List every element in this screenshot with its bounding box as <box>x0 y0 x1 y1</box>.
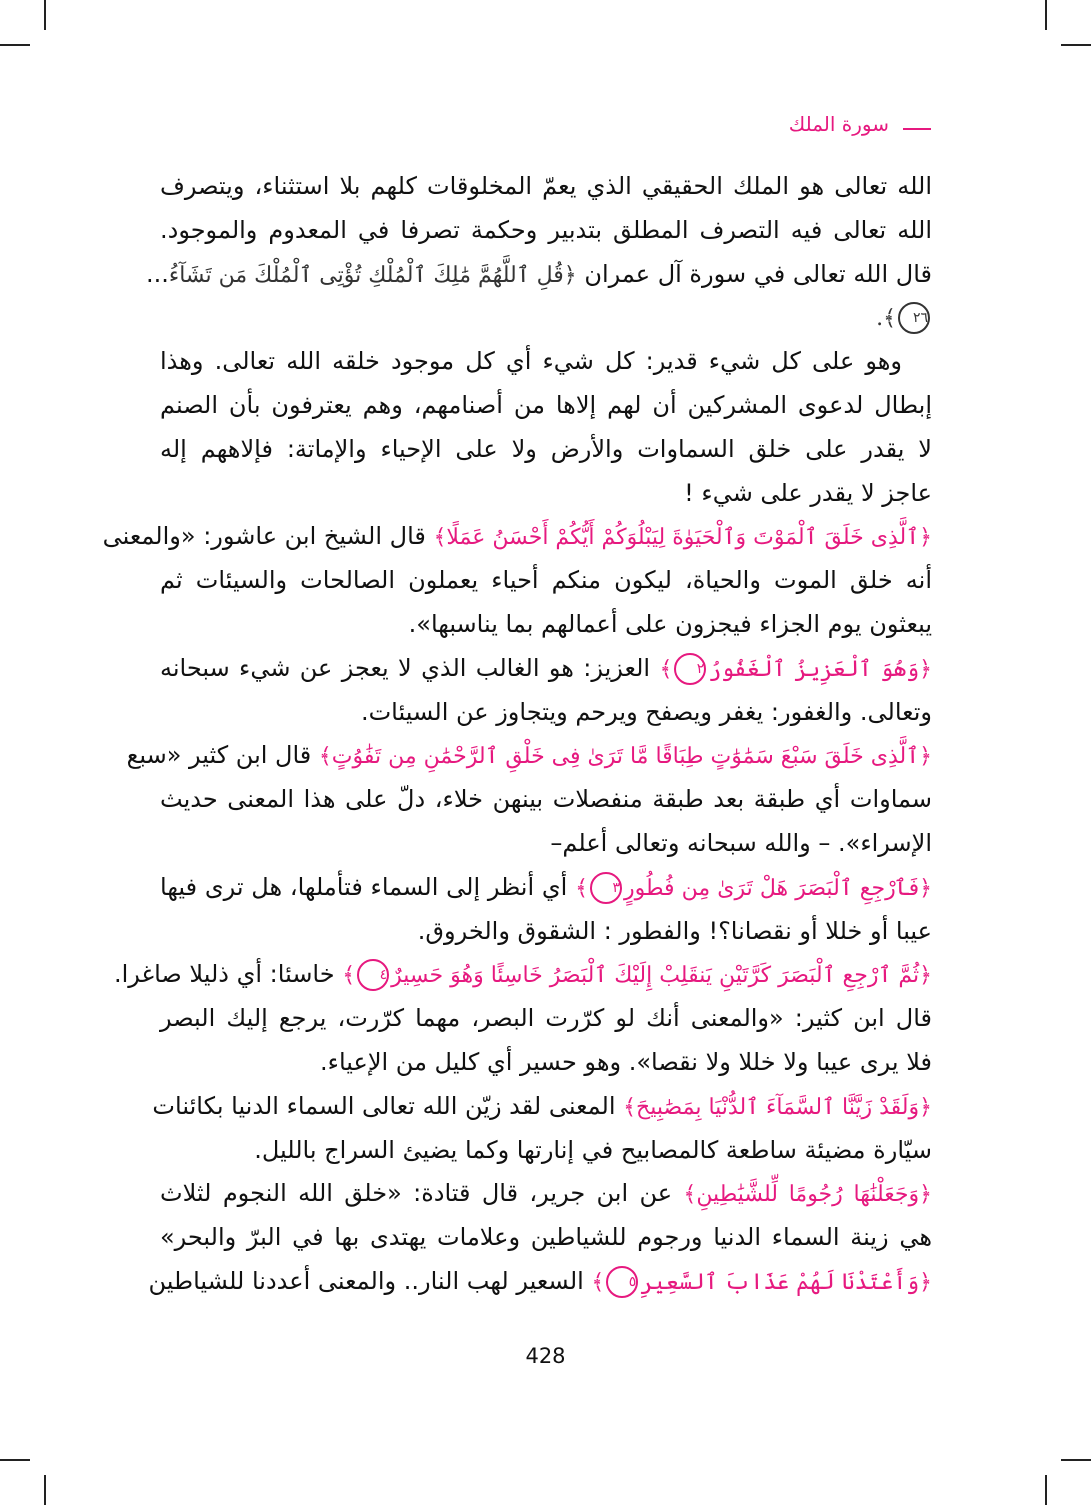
quran-verse: ﴿ٱلَّذِى خَلَقَ ٱلْمَوْتَ وَٱلْحَيَوٰةَ لِيَبْلُوَكُمْ أَيُّكُمْ أَحْسَنُ عَمَلًا﴾ <box>433 525 932 551</box>
text-line <box>160 691 932 735</box>
verse-number-icon: ٥ <box>606 1266 638 1298</box>
commentary-text: إبطال لدعوى المشركين أن لهم إلاها من أصنامهم، وهم يعترفون بأن الصنم <box>160 390 932 419</box>
commentary-text: العزيز: هو الغالب الذي لا يعجز عن شيء سبحانه <box>160 653 660 682</box>
commentary-text: قال الله تعالى في سورة آل عمران <box>576 259 932 288</box>
text-line <box>160 428 932 472</box>
commentary-text: المعنى لقد زيّن الله تعالى السماء الدنيا بكائنات <box>152 1091 624 1120</box>
crop-mark <box>44 1475 46 1505</box>
surah-title: سورة الملك <box>788 112 889 136</box>
text-line <box>160 997 932 1041</box>
commentary-text: يبعثون يوم الجزاء فيجزون على أعمالهم بما يناسبها». <box>408 609 932 638</box>
quran-verse: ﴾ <box>575 875 588 901</box>
verse-number-icon: ٤ <box>357 959 389 991</box>
quran-verse: ﴾ <box>591 1269 605 1295</box>
commentary-text: عاجز لا يقدر على شيء ! <box>684 478 932 507</box>
crop-mark <box>1045 0 1047 30</box>
commentary-text: أنه خلق الموت والحياة، ليكون منكم أحياء يعملون الصالحات والسيئات ثم <box>160 566 932 595</box>
crop-mark <box>44 0 46 30</box>
quran-verse: ﴿ٱلَّذِى خَلَقَ سَبْعَ سَمَٰوَٰتٍ طِبَاقًا مَّا تَرَىٰ فِى خَلْقِ ٱلرَّحْمَٰنِ مِن تَفَٰوُتٍ﴾ <box>318 744 932 770</box>
quran-verse: ﴿ثُمَّ ٱرْجِعِ ٱلْبَصَرَ كَرَّتَيْنِ يَنقَلِبْ إِلَيْكَ ٱلْبَصَرُ خَاسِئًا وَهُوَ حَسِيرٌ <box>391 963 932 989</box>
crop-mark <box>1061 1459 1091 1461</box>
commentary-text: وهو على كل شيء قدير: كل شيء أي كل موجود خلقه الله تعالى. وهذا <box>160 347 902 376</box>
commentary-text: أي أنظر إلى السماء فتأملها، هل ترى فيها <box>160 872 576 901</box>
commentary-text: عيبا أو خللا أو نقصانا؟! والفطور : الشقوق والخروق. <box>417 916 932 945</box>
text-line <box>160 1216 932 1260</box>
commentary-text: ... <box>145 259 169 288</box>
commentary-text: عن ابن جرير، قال قتادة: «خلق الله النجوم لثلاث <box>160 1179 684 1208</box>
commentary-text: قال ابن كثير: «والمعنى أنك لو كرّرت البصر، مهما كرّرت، يرجع إليك البصر <box>160 1004 932 1033</box>
text-line <box>160 1129 932 1173</box>
commentary-text: هي زينة السماء الدنيا ورجوم للشياطين وعلامات يهتدى بها في البرّ والبحر» <box>160 1223 932 1252</box>
text-line <box>160 472 932 516</box>
text-line <box>148 1260 932 1304</box>
text-line <box>160 603 932 647</box>
crop-mark <box>0 1459 30 1461</box>
text-line <box>160 1172 932 1216</box>
text-line <box>160 559 932 603</box>
verse-number-icon: ٢٦ <box>898 302 930 334</box>
text-line <box>102 515 932 559</box>
quran-verse: ﴿وَأَعْتَدْنَا لَهُمْ عَذَابَ ٱلسَّعِيرِ <box>640 1269 932 1295</box>
commentary-text: السعير لهب النار.. والمعنى أعددنا للشياطين <box>148 1266 592 1295</box>
crop-mark <box>1045 1475 1047 1505</box>
quran-verse: ﴾ <box>342 963 356 989</box>
quran-verse: ﴾. <box>876 306 896 332</box>
text-line <box>160 822 932 866</box>
commentary-text: سماوات أي طبقة بعد طبقة منفصلات بينهن خلاء، دلّ على هذا المعنى حديث <box>160 785 932 814</box>
quran-verse: ﴿وَجَعَلْنَٰهَا رُجُومًا لِّلشَّيَٰطِينِ﴾ <box>683 1182 932 1208</box>
crop-mark <box>0 44 30 46</box>
crop-mark <box>1061 44 1091 46</box>
text-line <box>160 778 932 822</box>
commentary-text: لا يقدر على خلق السماوات والأرض ولا على الإحياء والإماتة: فإلاههم إله <box>160 434 932 463</box>
commentary-text: قال ابن كثير «سبع <box>126 741 319 770</box>
page-body-text <box>102 165 932 1304</box>
running-header <box>789 112 931 136</box>
text-line <box>160 647 932 691</box>
commentary-text: الله تعالى فيه التصرف المطلق بتدبير وحكمة تصرفا في المعدوم والموجود. <box>160 215 932 244</box>
quran-verse: ﴿قُلِ ٱللَّهُمَّ مَٰلِكَ ٱلْمُلْكِ تُؤْتِى ٱلْمُلْكَ مَن تَشَآءُ <box>168 262 577 288</box>
quran-verse: ﴿وَهُوَ ٱلْعَزِيزُ ٱلْغَفُورُ <box>708 656 932 682</box>
verse-number-icon: ٢ <box>674 653 706 685</box>
commentary-text: فلا يرى عيبا ولا خللا ولا نقصا». وهو حسير أي كليل من الإعياء. <box>320 1047 932 1076</box>
text-line <box>160 165 932 209</box>
text-line <box>160 384 932 428</box>
page-number: 428 <box>525 1344 566 1368</box>
commentary-text: قال الشيخ ابن عاشور: «والمعنى <box>102 522 434 551</box>
text-line <box>160 296 932 340</box>
text-line <box>160 866 932 910</box>
quran-verse: ﴿وَلَقَدْ زَيَّنَّا ٱلسَّمَآءَ ٱلدُّنْيَا بِمَصَٰبِيحَ﴾ <box>623 1094 932 1120</box>
header-rule <box>903 128 931 130</box>
text-line <box>160 1041 932 1085</box>
commentary-text: سيّارة مضيئة ساطعة كالمصابيح في إنارتها وكما يضيئ السراج بالليل. <box>254 1135 932 1164</box>
text-line <box>145 253 932 297</box>
verse-number-icon: ٣ <box>590 872 622 904</box>
text-line <box>160 340 932 384</box>
text-line <box>152 1085 932 1129</box>
text-line <box>126 734 932 778</box>
commentary-text: الله تعالى هو الملك الحقيقي الذي يعمّ المخلوقات كلهم بلا استثناء، ويتصرف <box>160 172 932 200</box>
commentary-text: وتعالى. والغفور: يغفر ويصفح ويرحم ويتجاوز عن السيئات. <box>360 697 932 726</box>
text-line <box>160 209 932 253</box>
quran-verse: ﴿فَٱرْجِعِ ٱلْبَصَرَ هَلْ تَرَىٰ مِن فُطُورٍ <box>623 875 932 901</box>
text-line <box>114 953 932 997</box>
commentary-text: خاسئا: أي ذليلا صاغرا. <box>114 960 343 989</box>
quran-verse: ﴾ <box>659 656 673 682</box>
text-line <box>160 910 932 954</box>
commentary-text: الإسراء». – والله سبحانه وتعالى أعلم– <box>550 828 932 857</box>
